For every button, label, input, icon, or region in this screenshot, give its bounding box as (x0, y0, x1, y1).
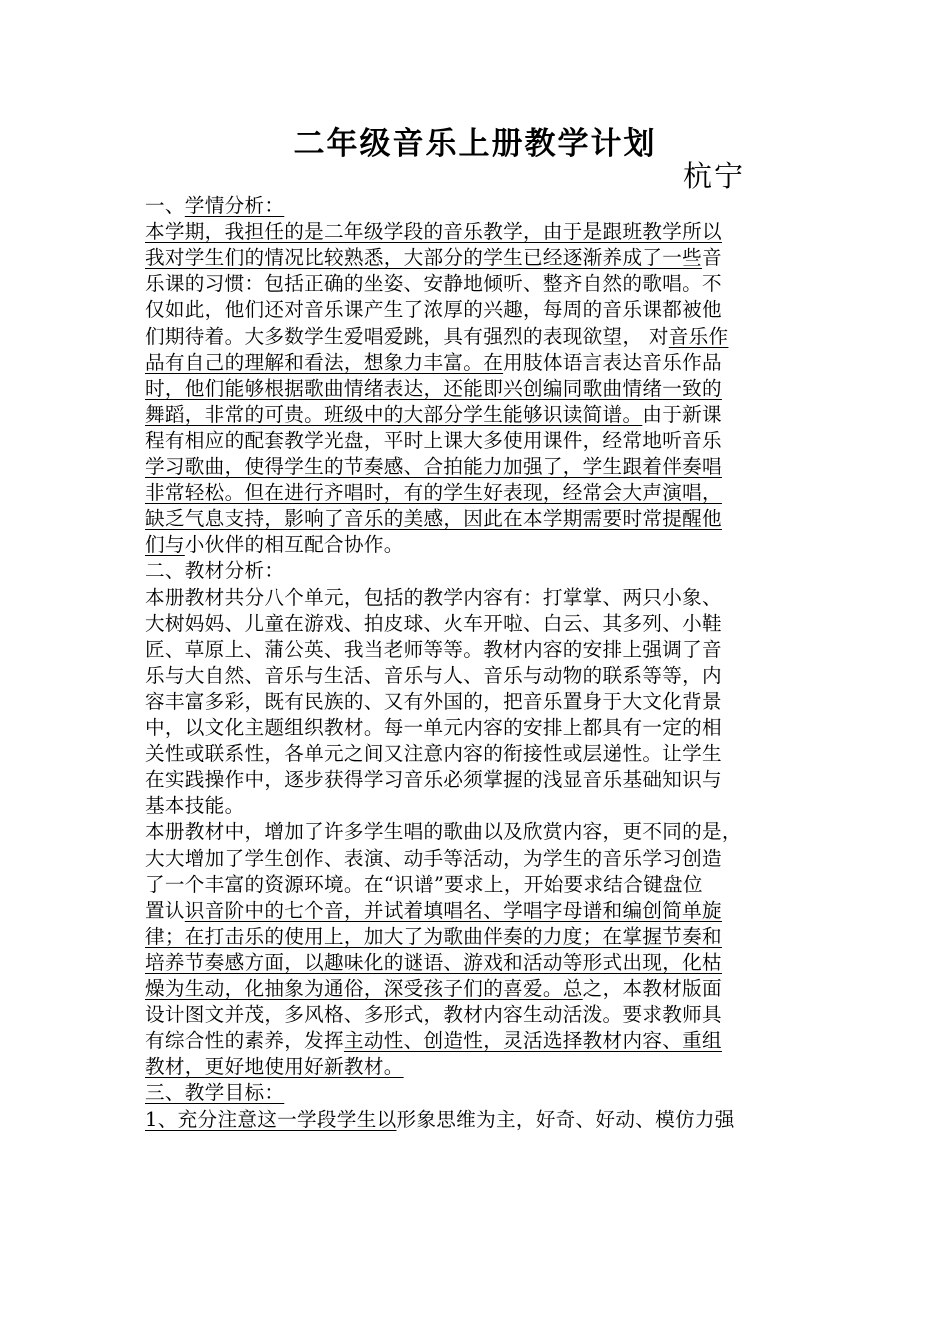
text-line (145, 350, 722, 376)
text-segment: 由于新课 (642, 402, 722, 426)
text-line (145, 663, 722, 689)
text-segment: 们期待着。大多数学生爱唱爱跳，具有强烈的表现欲望， 对 (145, 324, 669, 348)
text-segment: 本册教材中，增加了许多学生唱的歌曲以及欣赏内容，更不同的是， (145, 820, 742, 844)
underlined-text: 律；在打击乐的使用上，加大了为歌曲伴奏的力度；在掌握节奏和 (145, 924, 722, 948)
text-line (145, 1107, 735, 1133)
text-line (145, 480, 722, 506)
underlined-text: 燥为生动，化抽象为通俗，深受孩子们的喜爱。总 (145, 977, 583, 1000)
text-segment: 音 (702, 246, 722, 270)
text-segment: 了一个丰富的资源环境。在“识谱”要求上，开始要求结合键盘位 (145, 872, 703, 896)
text-line (145, 193, 284, 219)
underlined-text: 时，他们能够根据歌曲情绪表达，还能即兴创编同歌曲情绪一致的 (145, 376, 722, 400)
text-line (145, 1028, 722, 1054)
text-line (145, 428, 722, 454)
text-line (145, 846, 722, 872)
text-segment: 用肢体语言表达音乐作品 (503, 350, 722, 374)
text-segment: 二、教材分析： (145, 559, 285, 583)
text-segment: 中，以文化主题组织教材。每一单元内容的安排上都具有一定的相 (145, 716, 722, 739)
text-segment: 有综合性的素养，发挥 (145, 1029, 344, 1053)
text-segment: 大大增加了学生创作、表演、动手等活动，为学生的音乐学习创造 (145, 846, 722, 870)
text-line (145, 950, 722, 976)
text-segment: 乐与大自然、音乐与生活、音乐与人、音乐与动物的联系等等，内 (145, 663, 722, 687)
text-line (145, 819, 742, 845)
underlined-text: 学习歌曲，使得学生的节奏感、合拍能力加强了，学生跟着伴奏唱 (145, 455, 722, 478)
text-segment: 之，本教材版面 (582, 977, 722, 1000)
text-segment: 小伙伴的相互配合协作。 (184, 533, 404, 557)
text-line (145, 506, 722, 532)
text-line (145, 767, 722, 793)
text-line (145, 585, 722, 611)
text-segment: 本册教材共分八个单元，包括的教学内容有：打掌掌、两只小象、 (145, 585, 722, 609)
text-line (145, 715, 722, 741)
text-line (145, 219, 722, 245)
text-line (145, 558, 284, 584)
text-line (145, 976, 722, 1002)
underlined-text: 们与 (145, 533, 185, 557)
underlined-text: 品有自己的理解和看法，想象力丰富。在 (145, 350, 504, 374)
underlined-text: 三、教学目标： (145, 1081, 285, 1105)
underlined-text: 识音阶中的七个音，并试着填唱名、学唱字母谱和编创简单旋 (184, 898, 722, 922)
author-name: 杭宁 (683, 159, 746, 193)
text-line (145, 872, 703, 898)
text-segment: 形象思维为主，好奇、好动、模仿力强 (396, 1107, 735, 1131)
underlined-text: 学情分析： (184, 194, 285, 217)
text-segment: 一、 (145, 194, 185, 217)
underlined-text: 非常轻松。但在进行齐唱时，有的学生好表现，经常会大声演唱， (145, 481, 722, 505)
text-line (145, 1002, 722, 1028)
underlined-text: 舞蹈，非常的可贵。班级中的大部分学生能够识读简谱。 (145, 402, 643, 426)
text-segment: 仅如此，他们还对音乐课产生了浓厚的兴趣，每周的音乐课都被他 (145, 298, 722, 322)
text-segment: 基本技能。 (145, 794, 245, 818)
text-line (145, 1080, 284, 1106)
underlined-text: 1、充分注意这一学段学生以 (145, 1107, 397, 1131)
text-line (145, 324, 728, 350)
underlined-text: 主动性、创造性，灵活选择教材内容、重组 (343, 1029, 722, 1053)
underlined-text: 培养节奏感方面，以趣味化的谜语、游戏和活动等形式出现，化枯 (145, 950, 722, 974)
underlined-text: 教材，更好地使用好新教材。 (145, 1055, 404, 1079)
text-line (145, 532, 404, 558)
text-segment: 关性或联系性，各单元之间又注意内容的衔接性或层递性。让学生 (145, 742, 722, 766)
underlined-text: 本学期，我担任的是二年级学段的音乐教学，由于是跟班教学所以 (145, 220, 722, 244)
text-line (145, 245, 722, 271)
text-segment: 匠、草原上、蒲公英、我当老师等等。教材内容的安排上强调了音 (145, 637, 722, 661)
text-line (145, 402, 722, 428)
underlined-text: 我对学生们的情况比较熟悉，大部分的学生已经逐渐养成了一些 (145, 246, 703, 270)
text-segment: 置认 (145, 898, 185, 922)
underlined-text: 音乐作 (668, 324, 729, 348)
text-line (145, 454, 722, 480)
text-line (145, 924, 722, 950)
text-line (145, 376, 722, 402)
text-segment: 设计图文并茂，多风格、多形式，教材内容生动活泼。要求教师具 (145, 1003, 722, 1027)
text-line (145, 297, 722, 323)
text-line (145, 741, 722, 767)
text-segment: 容丰富多彩，既有民族的、又有外国的，把音乐置身于大文化背景 (145, 689, 722, 713)
text-line (145, 611, 722, 637)
text-line (145, 793, 244, 819)
text-segment: 程有相应的配套教学光盘，平时上课大多使用课件，经常地听音乐 (145, 428, 722, 452)
text-segment: 在实践操作中，逐步获得学习音乐必须掌握的浅显音乐基础知识与 (145, 768, 722, 792)
text-line (145, 1054, 404, 1080)
text-line (145, 637, 722, 663)
text-line (145, 271, 722, 297)
document-title: 二年级音乐上册教学计划 (293, 126, 657, 162)
text-segment: 乐课的习惯：包括正确的坐姿、安静地倾听、整齐自然的歌唱。不 (145, 272, 722, 296)
text-line (145, 689, 722, 715)
text-line (145, 898, 722, 924)
underlined-text: 缺乏气息支持，影响了音乐的美感，因此在本学期需要时常提醒他 (145, 507, 722, 531)
text-segment: 大树妈妈、儿童在游戏、拍皮球、火车开啦、白云、其多列、小鞋 (145, 611, 722, 635)
